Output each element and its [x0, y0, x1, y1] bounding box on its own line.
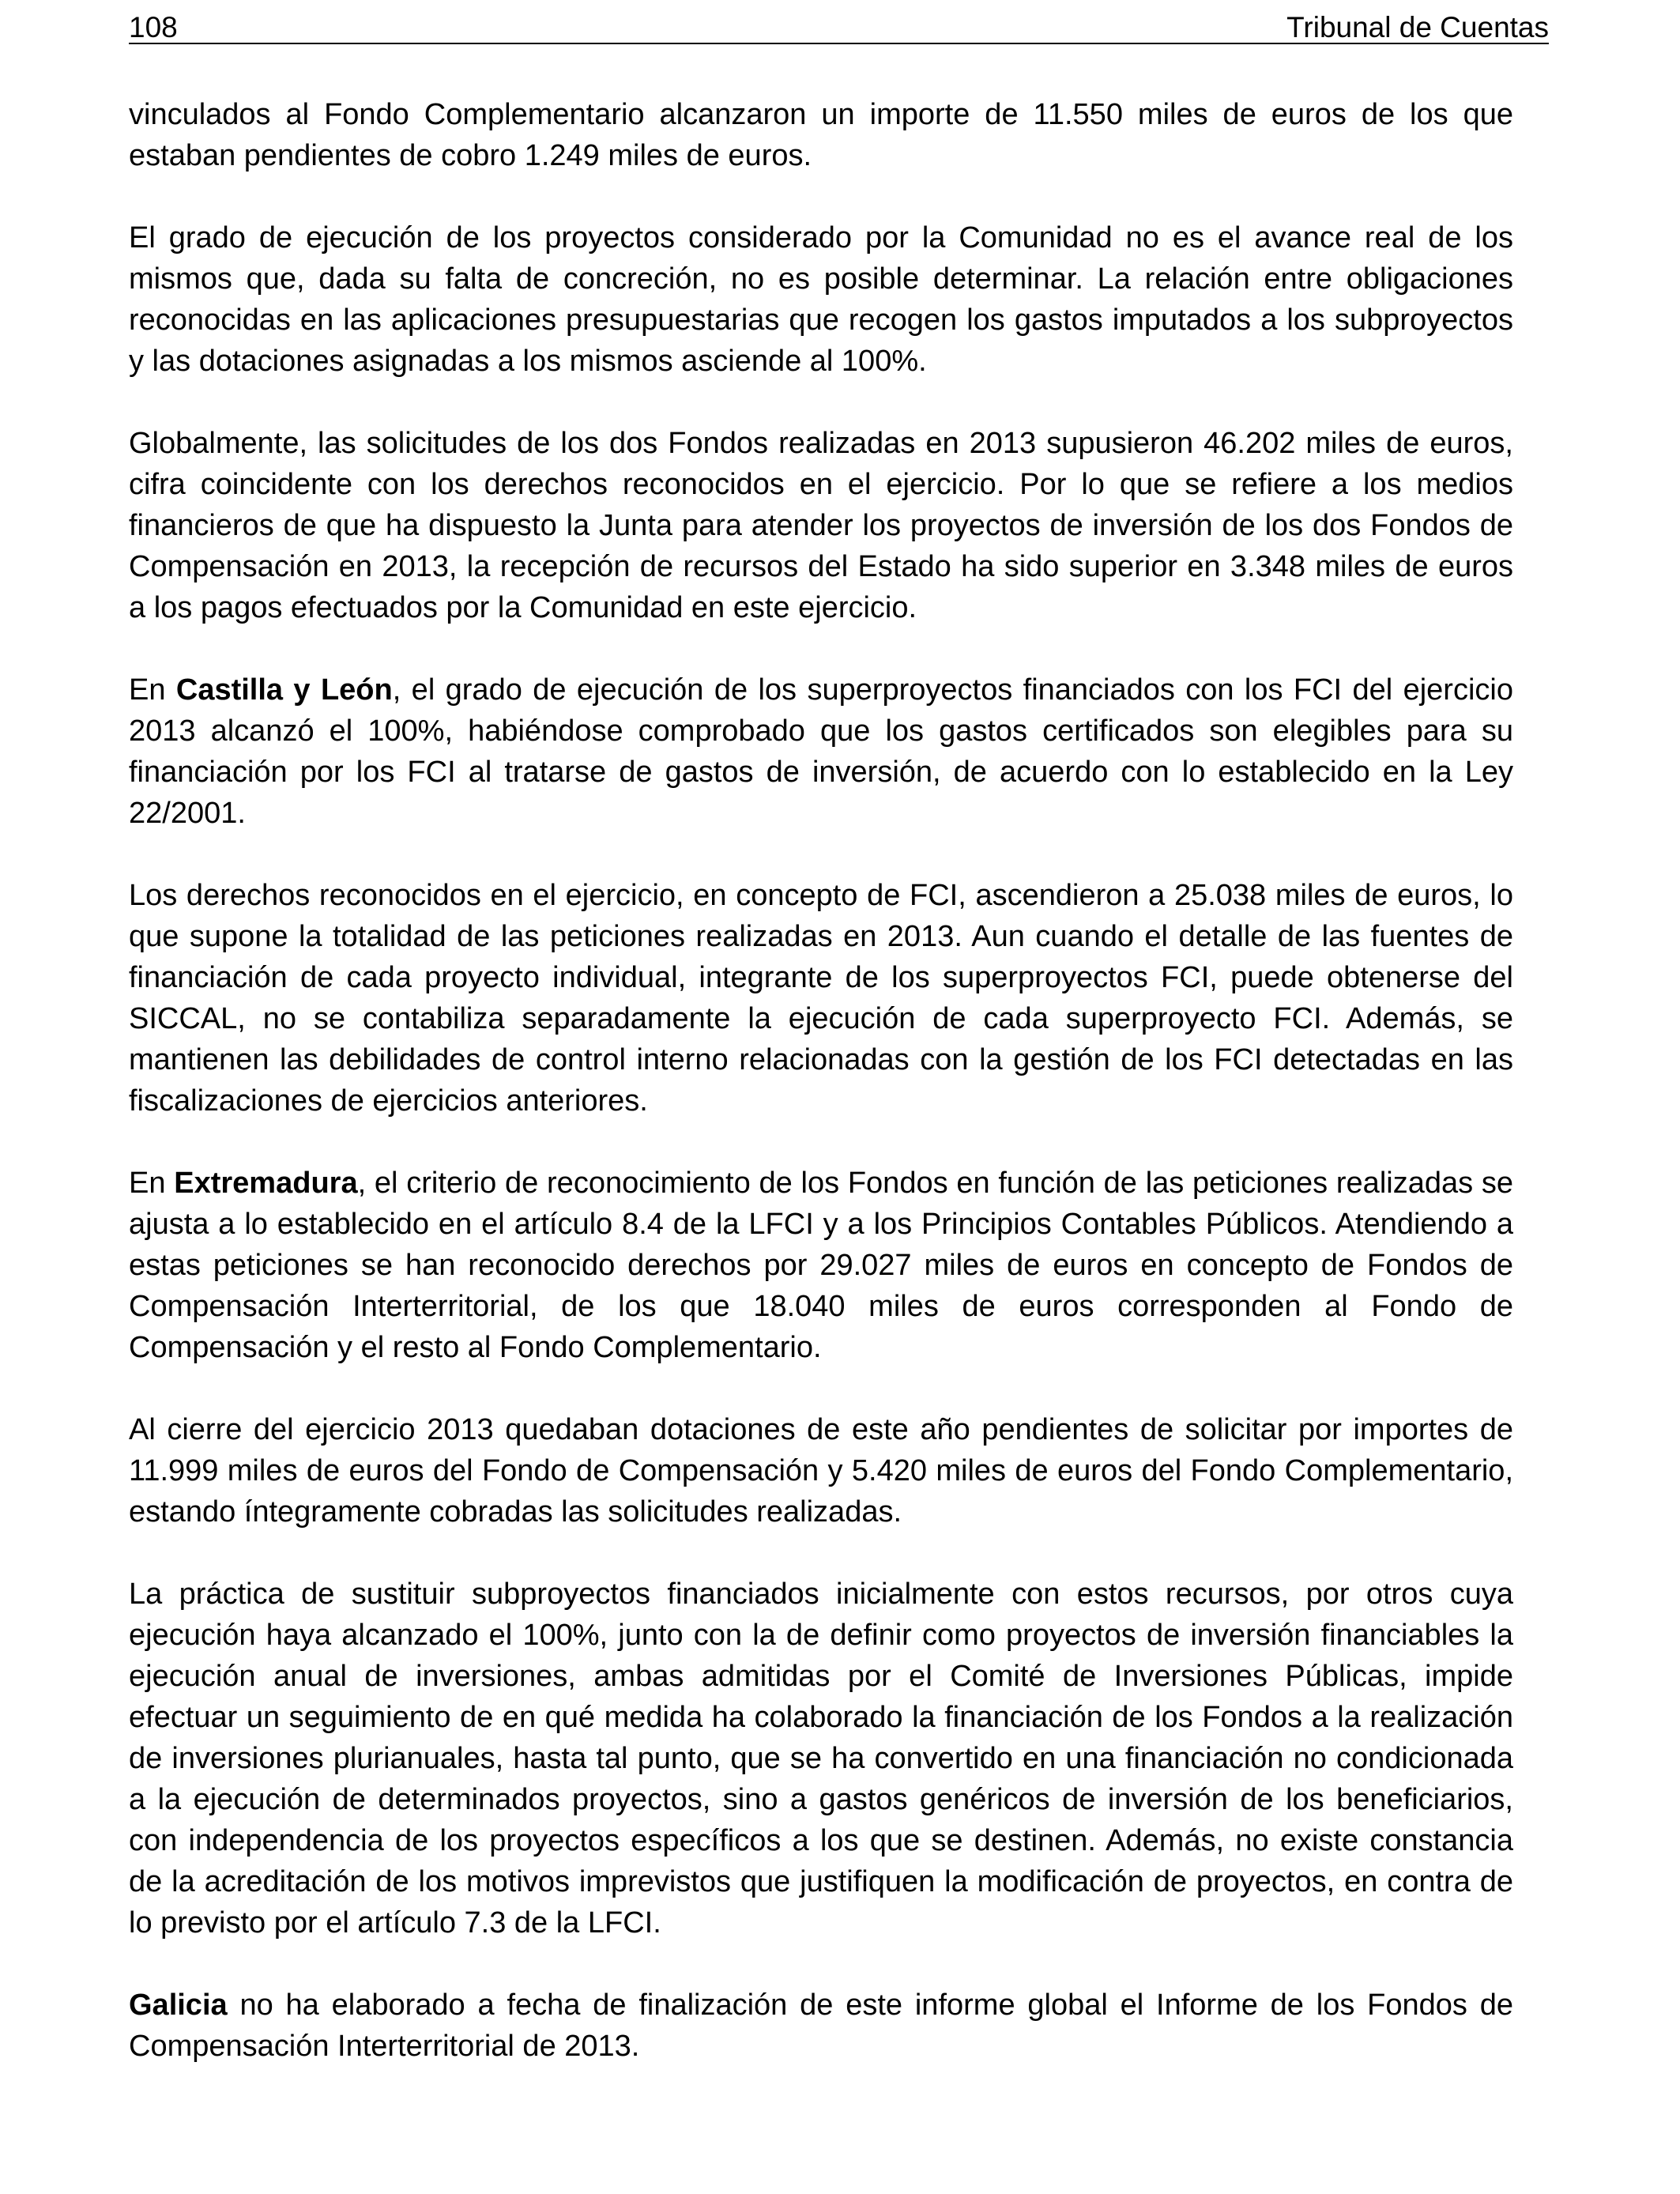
paragraph-3 — [129, 423, 1513, 628]
paragraph-text: no ha elaborado a fecha de finalización de este informe global el Informe de los Fondos de Compensación Interterritorial de 2013. — [129, 1989, 1513, 2063]
paragraph-galicia — [129, 1985, 1513, 2067]
paragraph-text: Al cierre del ejercicio 2013 quedaban dotaciones de este año pendientes de solicitar por importes de 11.999 miles de euros del Fondo de Compensación y 5.420 miles de euros del Fondo Complementario, estando íntegramente cobradas las solicitudes realizadas. — [129, 1413, 1513, 1529]
paragraph-prefix: En — [129, 1167, 175, 1200]
page-number: 108 — [129, 11, 178, 43]
paragraph-prefix: En — [129, 673, 176, 707]
paragraph-7 — [129, 1409, 1513, 1532]
paragraph-text: , el grado de ejecución de los superproyectos financiados con los FCI del ejercicio 2013 alcanzó el 100%, habiéndose comprobado que los gastos certificados son elegibles para su financiación por los FCI al tratarse de gastos de inversión, de acuerdo con lo establecido en la Ley 22/2001. — [129, 673, 1513, 830]
running-title: Tribunal de Cuentas — [1286, 11, 1549, 43]
paragraph-castilla-leon — [129, 669, 1513, 834]
paragraph-text: Globalmente, las solicitudes de los dos Fondos realizadas en 2013 supusieron 46.202 miles de euros, cifra coincidente con los derechos reconocidos en el ejercicio. Por lo que se refiere a los medios financieros de que ha dispuesto la Junta para atender los proyectos de inversión de los dos Fondos de Compensación en 2013, la recepción de recursos del Estado ha sido superior en 3.348 miles de euros a los pagos efectuados por la Comunidad en este ejercicio. — [129, 427, 1513, 624]
paragraph-text: Los derechos reconocidos en el ejercicio, en concepto de FCI, ascendieron a 25.038 miles de euros, lo que supone la totalidad de las peticiones realizadas en 2013. Aun cuando el detalle de las fuentes de financiación de cada proyecto individual, integrante de los superproyectos FCI, puede obtenerse del SICCAL, no se contabiliza separadamente la ejecución de cada superproyecto FCI. Además, se mantienen las debilidades de control interno relacionadas con la gestión de los FCI detectadas en las fiscalizaciones de ejercicios anteriores. — [129, 879, 1513, 1118]
document-body — [129, 94, 1513, 2067]
paragraph-text: La práctica de sustituir subproyectos financiados inicialmente con estos recursos, por otros cuya ejecución haya alcanzado el 100%, junto con la de definir como proyectos de inversión financiables la ejecución anual de inversiones, ambas admitidas por el Comité de Inversiones Públicas, impide efectuar un seguimiento de en qué medida ha colaborado la financiación de los Fondos a la realización de inversiones plurianuales, hasta tal punto, que se ha convertido en una financiación no condicionada a la ejecución de determinados proyectos, sino a gastos genéricos de inversión de los beneficiarios, con independencia de los proyectos específicos a los que se destinen. Además, no existe constancia de la acreditación de los motivos imprevistos que justifiquen la modificación de proyectos, en contra de lo previsto por el artículo 7.3 de la LFCI. — [129, 1578, 1513, 1940]
paragraph-5 — [129, 875, 1513, 1122]
paragraph-2 — [129, 217, 1513, 382]
paragraph-extremadura — [129, 1163, 1513, 1368]
region-name-castilla-leon: Castilla y León — [175, 673, 393, 707]
paragraph-1 — [129, 94, 1513, 176]
page-header — [129, 6, 1549, 44]
paragraph-text: , el criterio de reconocimiento de los Fondos en función de las peticiones realizadas se ajusta a lo establecido en el artículo 8.4 de la LFCI y a los Principios Contables Públicos. Atendiendo a estas peticiones se han reconocido derechos por 29.027 miles de euros en concepto de Fondos de Compensación Interterritorial, de los que 18.040 miles de euros corresponden al Fondo de Compensación y el resto al Fondo Complementario. — [129, 1167, 1513, 1364]
region-name-extremadura: Extremadura — [174, 1167, 358, 1200]
paragraph-8 — [129, 1574, 1513, 1943]
paragraph-text: vinculados al Fondo Complementario alcanzaron un importe de 11.550 miles de euros de los que estaban pendientes de cobro 1.249 miles de euros. — [129, 98, 1513, 172]
paragraph-text: El grado de ejecución de los proyectos considerado por la Comunidad no es el avance real de los mismos que, dada su falta de concreción, no es posible determinar. La relación entre obligaciones reconocidas en las aplicaciones presupuestarias que recogen los gastos imputados a los subproyectos y las dotaciones asignadas a los mismos asciende al 100%. — [129, 221, 1513, 378]
region-name-galicia: Galicia — [129, 1989, 228, 2022]
